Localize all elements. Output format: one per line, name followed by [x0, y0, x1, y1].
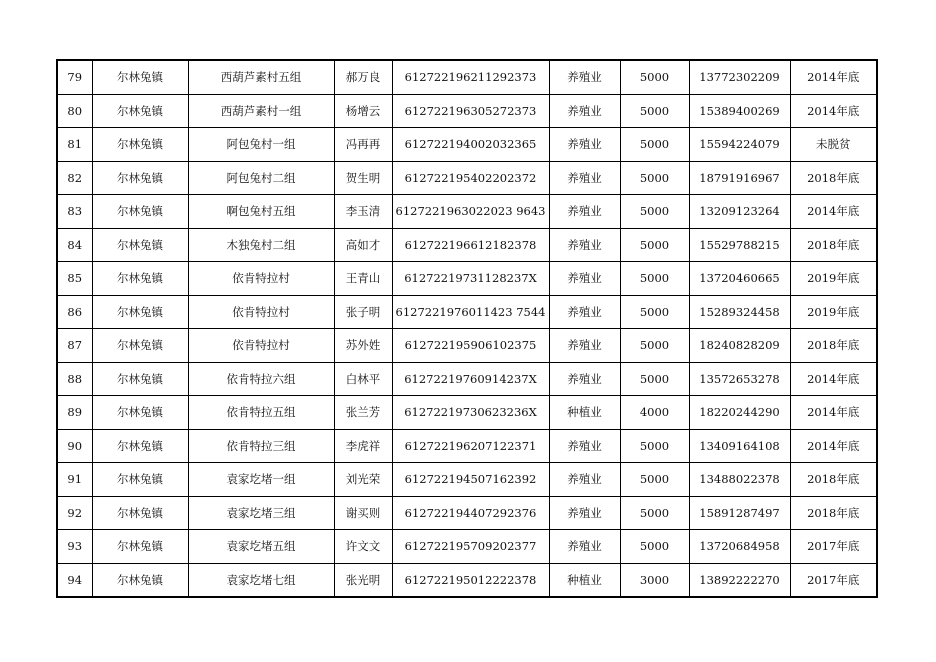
- town-cell[interactable]: 尔林兔镇: [92, 396, 188, 430]
- amount-cell[interactable]: 5000: [620, 463, 689, 497]
- phone-cell[interactable]: 18791916967: [689, 161, 790, 195]
- name-cell[interactable]: 刘光荣: [334, 463, 392, 497]
- status-cell[interactable]: 2014年底: [790, 396, 877, 430]
- table-row: [57, 496, 877, 530]
- phone-cell[interactable]: 13720460665: [689, 262, 790, 296]
- status-cell[interactable]: 2019年底: [790, 295, 877, 329]
- industry-cell[interactable]: 养殖业: [549, 262, 620, 296]
- amount-cell[interactable]: 5000: [620, 195, 689, 229]
- phone-cell[interactable]: 13720684958: [689, 530, 790, 564]
- town-cell[interactable]: 尔林兔镇: [92, 463, 188, 497]
- id-number-cell[interactable]: 612722194407292376: [392, 496, 549, 530]
- amount-cell[interactable]: 5000: [620, 60, 689, 94]
- amount-cell[interactable]: 5000: [620, 362, 689, 396]
- amount-cell[interactable]: 5000: [620, 228, 689, 262]
- name-cell[interactable]: 杨增云: [334, 94, 392, 128]
- amount-cell[interactable]: 5000: [620, 161, 689, 195]
- phone-cell[interactable]: 18240828209: [689, 329, 790, 363]
- industry-cell[interactable]: 养殖业: [549, 228, 620, 262]
- industry-cell[interactable]: 种植业: [549, 563, 620, 597]
- industry-cell[interactable]: 养殖业: [549, 295, 620, 329]
- table-row: [57, 60, 877, 94]
- row-number-cell[interactable]: 81: [57, 128, 92, 162]
- amount-cell[interactable]: 5000: [620, 295, 689, 329]
- industry-cell[interactable]: 养殖业: [549, 496, 620, 530]
- status-cell[interactable]: 2018年底: [790, 329, 877, 363]
- household-table: [56, 59, 878, 598]
- id-number-cell[interactable]: 612722196305272373: [392, 94, 549, 128]
- industry-cell[interactable]: 养殖业: [549, 195, 620, 229]
- amount-cell[interactable]: 5000: [620, 128, 689, 162]
- village-cell[interactable]: 袁家圪堵七组: [188, 563, 334, 597]
- phone-cell[interactable]: 15594224079: [689, 128, 790, 162]
- village-cell[interactable]: 阿包兔村一组: [188, 128, 334, 162]
- village-cell[interactable]: 依肯特拉村: [188, 295, 334, 329]
- table-row: [57, 463, 877, 497]
- phone-cell[interactable]: 13488022378: [689, 463, 790, 497]
- town-cell[interactable]: 尔林兔镇: [92, 362, 188, 396]
- village-cell[interactable]: 依肯特拉三组: [188, 429, 334, 463]
- row-number-cell[interactable]: 94: [57, 563, 92, 597]
- phone-cell[interactable]: 15891287497: [689, 496, 790, 530]
- village-cell[interactable]: 西葫芦素村五组: [188, 60, 334, 94]
- amount-cell[interactable]: 5000: [620, 530, 689, 564]
- village-cell[interactable]: 依肯特拉六组: [188, 362, 334, 396]
- village-cell[interactable]: 依肯特拉村: [188, 262, 334, 296]
- amount-cell[interactable]: 5000: [620, 496, 689, 530]
- industry-cell[interactable]: 养殖业: [549, 463, 620, 497]
- phone-cell[interactable]: 13572653278: [689, 362, 790, 396]
- name-cell[interactable]: 王青山: [334, 262, 392, 296]
- id-number-cell[interactable]: 612722194507162392: [392, 463, 549, 497]
- id-number-cell[interactable]: 61272219730623236X: [392, 396, 549, 430]
- table-row: [57, 195, 877, 229]
- village-cell[interactable]: 阿包兔村二组: [188, 161, 334, 195]
- status-cell[interactable]: 2018年底: [790, 161, 877, 195]
- table-row: [57, 396, 877, 430]
- phone-cell[interactable]: 15289324458: [689, 295, 790, 329]
- row-number-cell[interactable]: 87: [57, 329, 92, 363]
- name-cell[interactable]: 高如才: [334, 228, 392, 262]
- town-cell[interactable]: 尔林兔镇: [92, 295, 188, 329]
- row-number-cell[interactable]: 90: [57, 429, 92, 463]
- status-cell[interactable]: 2018年底: [790, 228, 877, 262]
- phone-cell[interactable]: 13892222270: [689, 563, 790, 597]
- amount-cell[interactable]: 5000: [620, 329, 689, 363]
- amount-cell[interactable]: 3000: [620, 563, 689, 597]
- table-row: [57, 563, 877, 597]
- row-number-cell[interactable]: 82: [57, 161, 92, 195]
- name-cell[interactable]: 冯再再: [334, 128, 392, 162]
- name-cell[interactable]: 李玉清: [334, 195, 392, 229]
- status-cell[interactable]: 未脱贫: [790, 128, 877, 162]
- id-number-cell[interactable]: 612722196211292373: [392, 60, 549, 94]
- industry-cell[interactable]: 养殖业: [549, 530, 620, 564]
- town-cell[interactable]: 尔林兔镇: [92, 228, 188, 262]
- industry-cell[interactable]: 养殖业: [549, 94, 620, 128]
- town-cell[interactable]: 尔林兔镇: [92, 429, 188, 463]
- phone-cell[interactable]: 13209123264: [689, 195, 790, 229]
- status-cell[interactable]: 2014年底: [790, 94, 877, 128]
- row-number-cell[interactable]: 89: [57, 396, 92, 430]
- amount-cell[interactable]: 5000: [620, 262, 689, 296]
- industry-cell[interactable]: 养殖业: [549, 128, 620, 162]
- town-cell[interactable]: 尔林兔镇: [92, 128, 188, 162]
- name-cell[interactable]: 李虎祥: [334, 429, 392, 463]
- industry-cell[interactable]: 养殖业: [549, 161, 620, 195]
- town-cell[interactable]: 尔林兔镇: [92, 563, 188, 597]
- town-cell[interactable]: 尔林兔镇: [92, 329, 188, 363]
- name-cell[interactable]: 郝万良: [334, 60, 392, 94]
- status-cell[interactable]: 2018年底: [790, 463, 877, 497]
- town-cell[interactable]: 尔林兔镇: [92, 94, 188, 128]
- row-number-cell[interactable]: 92: [57, 496, 92, 530]
- id-number-cell[interactable]: 6127221976011423 7544: [392, 295, 549, 329]
- town-cell[interactable]: 尔林兔镇: [92, 161, 188, 195]
- phone-cell[interactable]: 18220244290: [689, 396, 790, 430]
- id-number-cell[interactable]: 612722196612182378: [392, 228, 549, 262]
- village-cell[interactable]: 依肯特拉五组: [188, 396, 334, 430]
- town-cell[interactable]: 尔林兔镇: [92, 195, 188, 229]
- village-cell[interactable]: 西葫芦素村一组: [188, 94, 334, 128]
- status-cell[interactable]: 2017年底: [790, 563, 877, 597]
- id-number-cell[interactable]: 6127221963022023 9643: [392, 195, 549, 229]
- town-cell[interactable]: 尔林兔镇: [92, 530, 188, 564]
- status-cell[interactable]: 2014年底: [790, 429, 877, 463]
- industry-cell[interactable]: 养殖业: [549, 329, 620, 363]
- industry-cell[interactable]: 养殖业: [549, 60, 620, 94]
- name-cell[interactable]: 白林平: [334, 362, 392, 396]
- spreadsheet-page: [56, 59, 876, 596]
- phone-cell[interactable]: 15529788215: [689, 228, 790, 262]
- row-number-cell[interactable]: 88: [57, 362, 92, 396]
- village-cell[interactable]: 依肯特拉村: [188, 329, 334, 363]
- row-number-cell[interactable]: 83: [57, 195, 92, 229]
- phone-cell[interactable]: 15389400269: [689, 94, 790, 128]
- status-cell[interactable]: 2017年底: [790, 530, 877, 564]
- table-row: [57, 94, 877, 128]
- row-number-cell[interactable]: 86: [57, 295, 92, 329]
- table-row: [57, 161, 877, 195]
- row-number-cell[interactable]: 93: [57, 530, 92, 564]
- village-cell[interactable]: 木独兔村二组: [188, 228, 334, 262]
- name-cell[interactable]: 张兰芳: [334, 396, 392, 430]
- table-row: [57, 362, 877, 396]
- table-row: [57, 429, 877, 463]
- phone-cell[interactable]: 13772302209: [689, 60, 790, 94]
- id-number-cell[interactable]: 612722195012222378: [392, 563, 549, 597]
- table-row: [57, 295, 877, 329]
- row-number-cell[interactable]: 80: [57, 94, 92, 128]
- village-cell[interactable]: 袁家圪堵五组: [188, 530, 334, 564]
- name-cell[interactable]: 张光明: [334, 563, 392, 597]
- table-row: [57, 228, 877, 262]
- industry-cell[interactable]: 养殖业: [549, 362, 620, 396]
- row-number-cell[interactable]: 85: [57, 262, 92, 296]
- amount-cell[interactable]: 4000: [620, 396, 689, 430]
- town-cell[interactable]: 尔林兔镇: [92, 496, 188, 530]
- status-cell[interactable]: 2014年底: [790, 195, 877, 229]
- status-cell[interactable]: 2019年底: [790, 262, 877, 296]
- village-cell[interactable]: 袁家圪堵三组: [188, 496, 334, 530]
- id-number-cell[interactable]: 612722196207122371: [392, 429, 549, 463]
- name-cell[interactable]: 许文文: [334, 530, 392, 564]
- table-row: [57, 128, 877, 162]
- village-cell[interactable]: 啊包兔村五组: [188, 195, 334, 229]
- row-number-cell[interactable]: 91: [57, 463, 92, 497]
- name-cell[interactable]: 贺生明: [334, 161, 392, 195]
- id-number-cell[interactable]: 612722195709202377: [392, 530, 549, 564]
- id-number-cell[interactable]: 612722195402202372: [392, 161, 549, 195]
- status-cell[interactable]: 2018年底: [790, 496, 877, 530]
- id-number-cell[interactable]: 612722195906102375: [392, 329, 549, 363]
- name-cell[interactable]: 苏外姓: [334, 329, 392, 363]
- amount-cell[interactable]: 5000: [620, 429, 689, 463]
- village-cell[interactable]: 袁家圪堵一组: [188, 463, 334, 497]
- id-number-cell[interactable]: 61272219731128237X: [392, 262, 549, 296]
- name-cell[interactable]: 张子明: [334, 295, 392, 329]
- row-number-cell[interactable]: 84: [57, 228, 92, 262]
- town-cell[interactable]: 尔林兔镇: [92, 262, 188, 296]
- amount-cell[interactable]: 5000: [620, 94, 689, 128]
- id-number-cell[interactable]: 612722194002032365: [392, 128, 549, 162]
- id-number-cell[interactable]: 61272219760914237X: [392, 362, 549, 396]
- status-cell[interactable]: 2014年底: [790, 60, 877, 94]
- status-cell[interactable]: 2014年底: [790, 362, 877, 396]
- table-row: [57, 530, 877, 564]
- table-row: [57, 262, 877, 296]
- industry-cell[interactable]: 种植业: [549, 396, 620, 430]
- phone-cell[interactable]: 13409164108: [689, 429, 790, 463]
- table-body: [57, 60, 877, 597]
- table-row: [57, 329, 877, 363]
- town-cell[interactable]: 尔林兔镇: [92, 60, 188, 94]
- industry-cell[interactable]: 养殖业: [549, 429, 620, 463]
- row-number-cell[interactable]: 79: [57, 60, 92, 94]
- name-cell[interactable]: 谢买则: [334, 496, 392, 530]
